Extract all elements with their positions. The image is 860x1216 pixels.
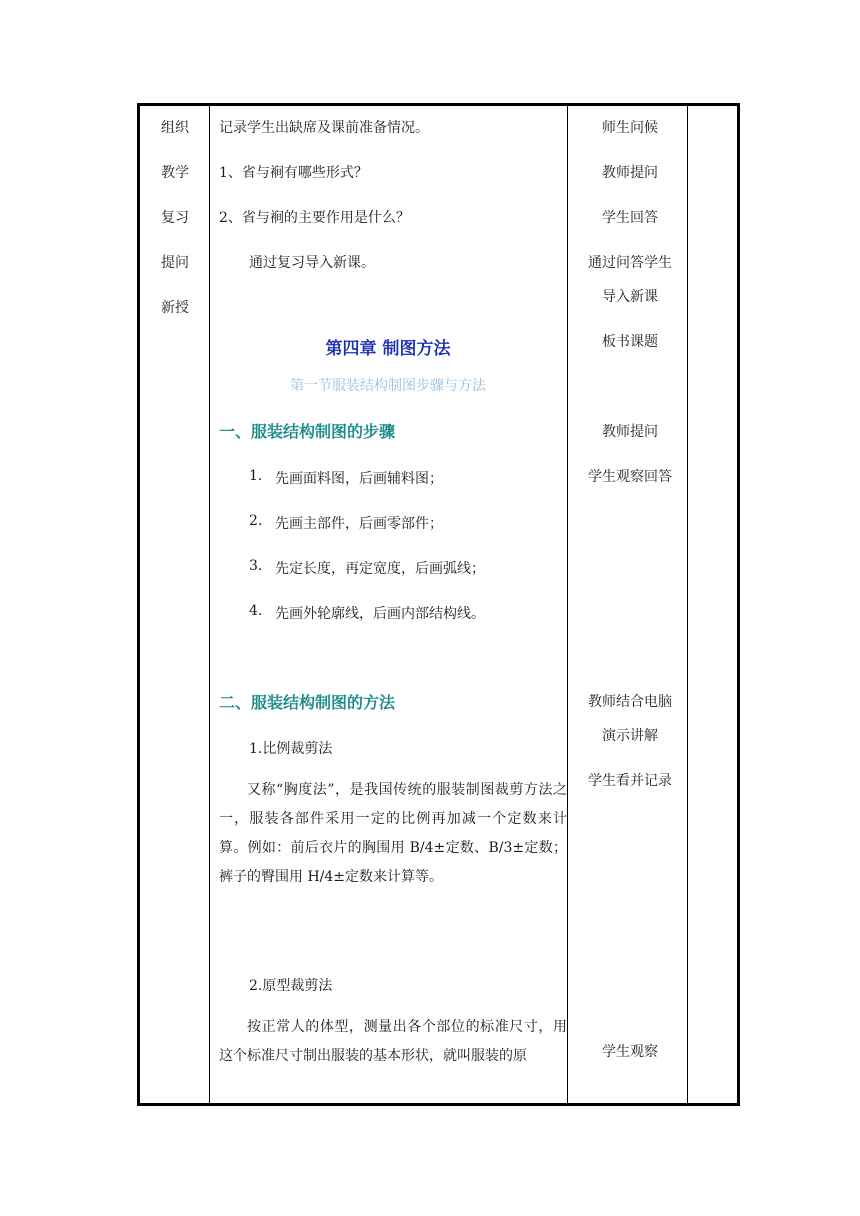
step-number: 2. [249,513,263,529]
stage-label: 复习 [161,210,189,226]
method-title: 2.原型裁剪法 [249,978,333,994]
lesson-table [137,103,740,1106]
method-title: 1.比例裁剪法 [249,741,333,757]
activity-note: 演示讲解 [602,728,658,744]
activity-note: 教师提问 [602,165,658,181]
activity-note: 学生观察 [602,1044,658,1060]
stage-label: 新授 [161,300,189,316]
activity-note: 通过问答学生 [588,255,672,271]
column-divider [567,106,568,1103]
step-number: 3. [249,558,263,574]
method-description: 按正常人的体型，测量出各个部位的标准尺寸，用这个标准尺寸制出服装的基本形状，就叫服装的原 [219,1019,567,1064]
intro-text: 通过复习导入新课。 [249,255,375,271]
attendance-text: 记录学生出缺席及课前准备情况。 [219,120,429,136]
activity-note: 导入新课 [602,289,658,305]
activity-note: 教师提问 [602,424,658,440]
section-title: 第一节服装结构制图步骤与方法 [290,378,486,394]
activity-note: 学生观察回答 [588,469,672,485]
step-number: 4. [249,603,263,619]
chapter-title: 第四章 制图方法 [325,339,451,359]
step-text: 先画外轮廓线，后画内部结构线。 [275,606,485,622]
heading-methods: 二、服装结构制图的方法 [219,693,396,712]
review-question: 1、省与裥有哪些形式？ [219,165,368,181]
activity-note: 学生看并记录 [588,773,672,789]
step-text: 先画面料图，后画辅料图； [275,471,443,487]
activity-note: 板书课题 [602,334,658,350]
method-description: 又称“胸度法”，是我国传统的服装制图裁剪方法之一，服装各部件采用一定的比例再加减一个定数来计算。例如：前后衣片的胸围用 B/4±定数、B/3±定数；裤子的臀围用 H/4±定数来计算等。 [219,782,567,885]
stage-label: 提问 [161,255,189,271]
stage-label: 组织 [161,120,189,136]
stage-label: 教学 [161,165,189,181]
step-number: 1. [249,468,263,484]
review-question: 2、省与裥的主要作用是什么？ [219,210,410,226]
heading-steps: 一、服装结构制图的步骤 [219,422,396,441]
step-text: 先定长度，再定宽度，后画弧线； [275,561,485,577]
activity-note: 教师结合电脑 [588,694,672,710]
activity-note: 学生回答 [602,210,658,226]
activity-note: 师生问候 [602,120,658,136]
step-text: 先画主部件，后画零部件； [275,516,443,532]
